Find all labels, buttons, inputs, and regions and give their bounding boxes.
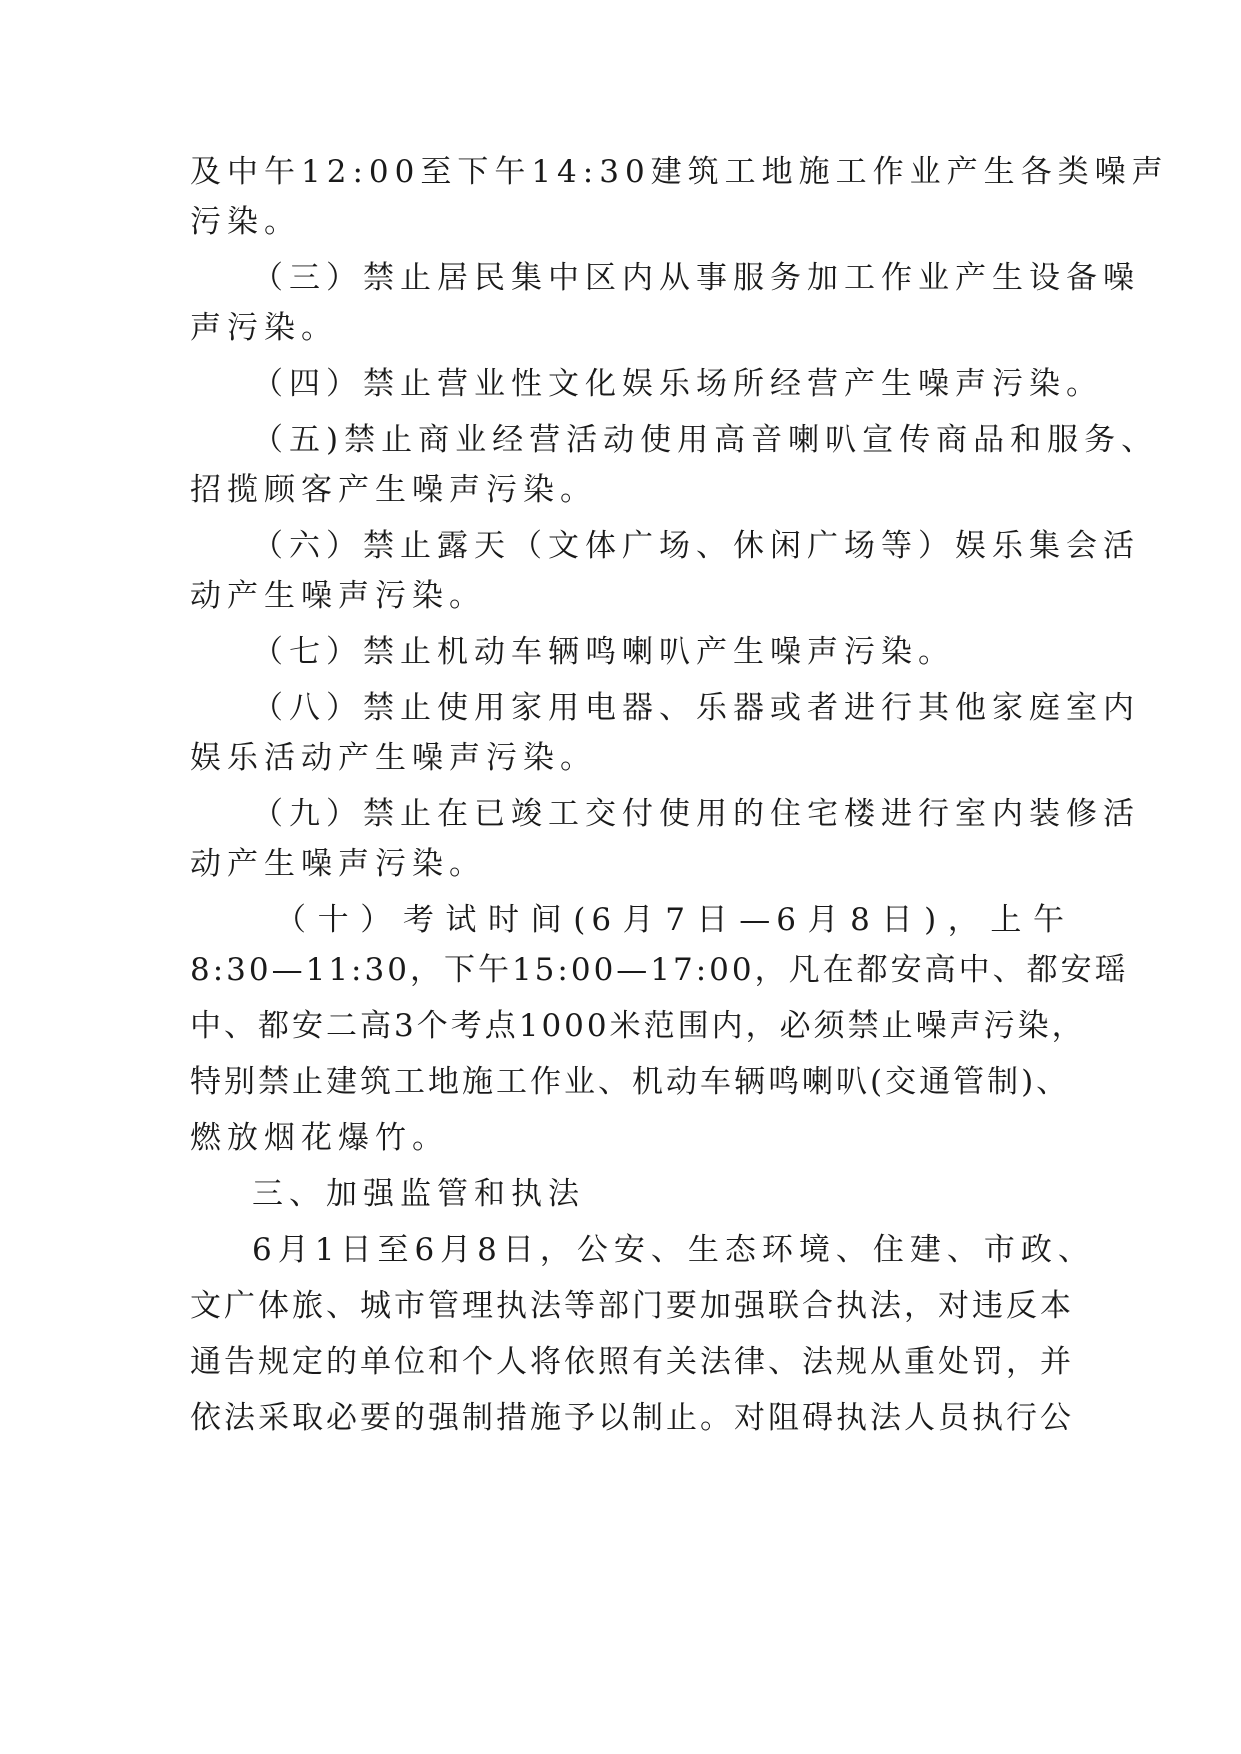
text-line: 动产生噪声污染。 — [190, 846, 486, 882]
text-line: 依法采取必要的强制措施予以制止。对阻碍执法人员执行公 — [190, 1400, 1074, 1436]
text-line: 燃放烟花爆竹。 — [190, 1120, 449, 1156]
text-line: 8:30—11:30，下午15:00—17:00，凡在都安高中、都安瑶 — [190, 952, 1129, 988]
text-line: 招揽顾客产生噪声污染。 — [190, 472, 597, 508]
text-line: 声污染。 — [190, 310, 338, 346]
text-line: 动产生噪声污染。 — [190, 578, 486, 614]
text-line: 中、都安二高3个考点1000米范围内，必须禁止噪声污染， — [190, 1008, 1086, 1044]
text-line: 通告规定的单位和个人将依照有关法律、法规从重处罚，并 — [190, 1344, 1074, 1380]
text-line: （四）禁止营业性文化娱乐场所经营产生噪声污染。 — [252, 366, 1103, 402]
text-line: （七）禁止机动车辆鸣喇叭产生噪声污染。 — [252, 634, 955, 670]
text-line: 6月1日至6月8日，公安、生态环境、住建、市政、 — [252, 1232, 1095, 1268]
text-line: 文广体旅、城市管理执法等部门要加强联合执法，对违反本 — [190, 1288, 1074, 1324]
text-line: 污染。 — [190, 204, 301, 240]
text-line: （五)禁止商业经营活动使用高音喇叭宣传商品和服务、 — [252, 422, 1159, 458]
text-line: （三）禁止居民集中区内从事服务加工作业产生设备噪 — [252, 260, 1140, 296]
text-line: （十）考试时间(6月7日—6月8日)，上午 — [275, 902, 1070, 938]
text-line: （九）禁止在已竣工交付使用的住宅楼进行室内装修活 — [252, 796, 1140, 832]
text-line: 娱乐活动产生噪声污染。 — [190, 740, 597, 776]
text-line: 及中午12:00至下午14:30建筑工地施工作业产生各类噪声 — [190, 154, 1169, 190]
text-line: （八）禁止使用家用电器、乐器或者进行其他家庭室内 — [252, 690, 1140, 726]
text-line: 特别禁止建筑工地施工作业、机动车辆鸣喇叭(交通管制)、 — [190, 1064, 1071, 1100]
text-line: （六）禁止露天（文体广场、休闲广场等）娱乐集会活 — [252, 528, 1140, 564]
section-heading: 三、加强监管和执法 — [252, 1176, 585, 1212]
